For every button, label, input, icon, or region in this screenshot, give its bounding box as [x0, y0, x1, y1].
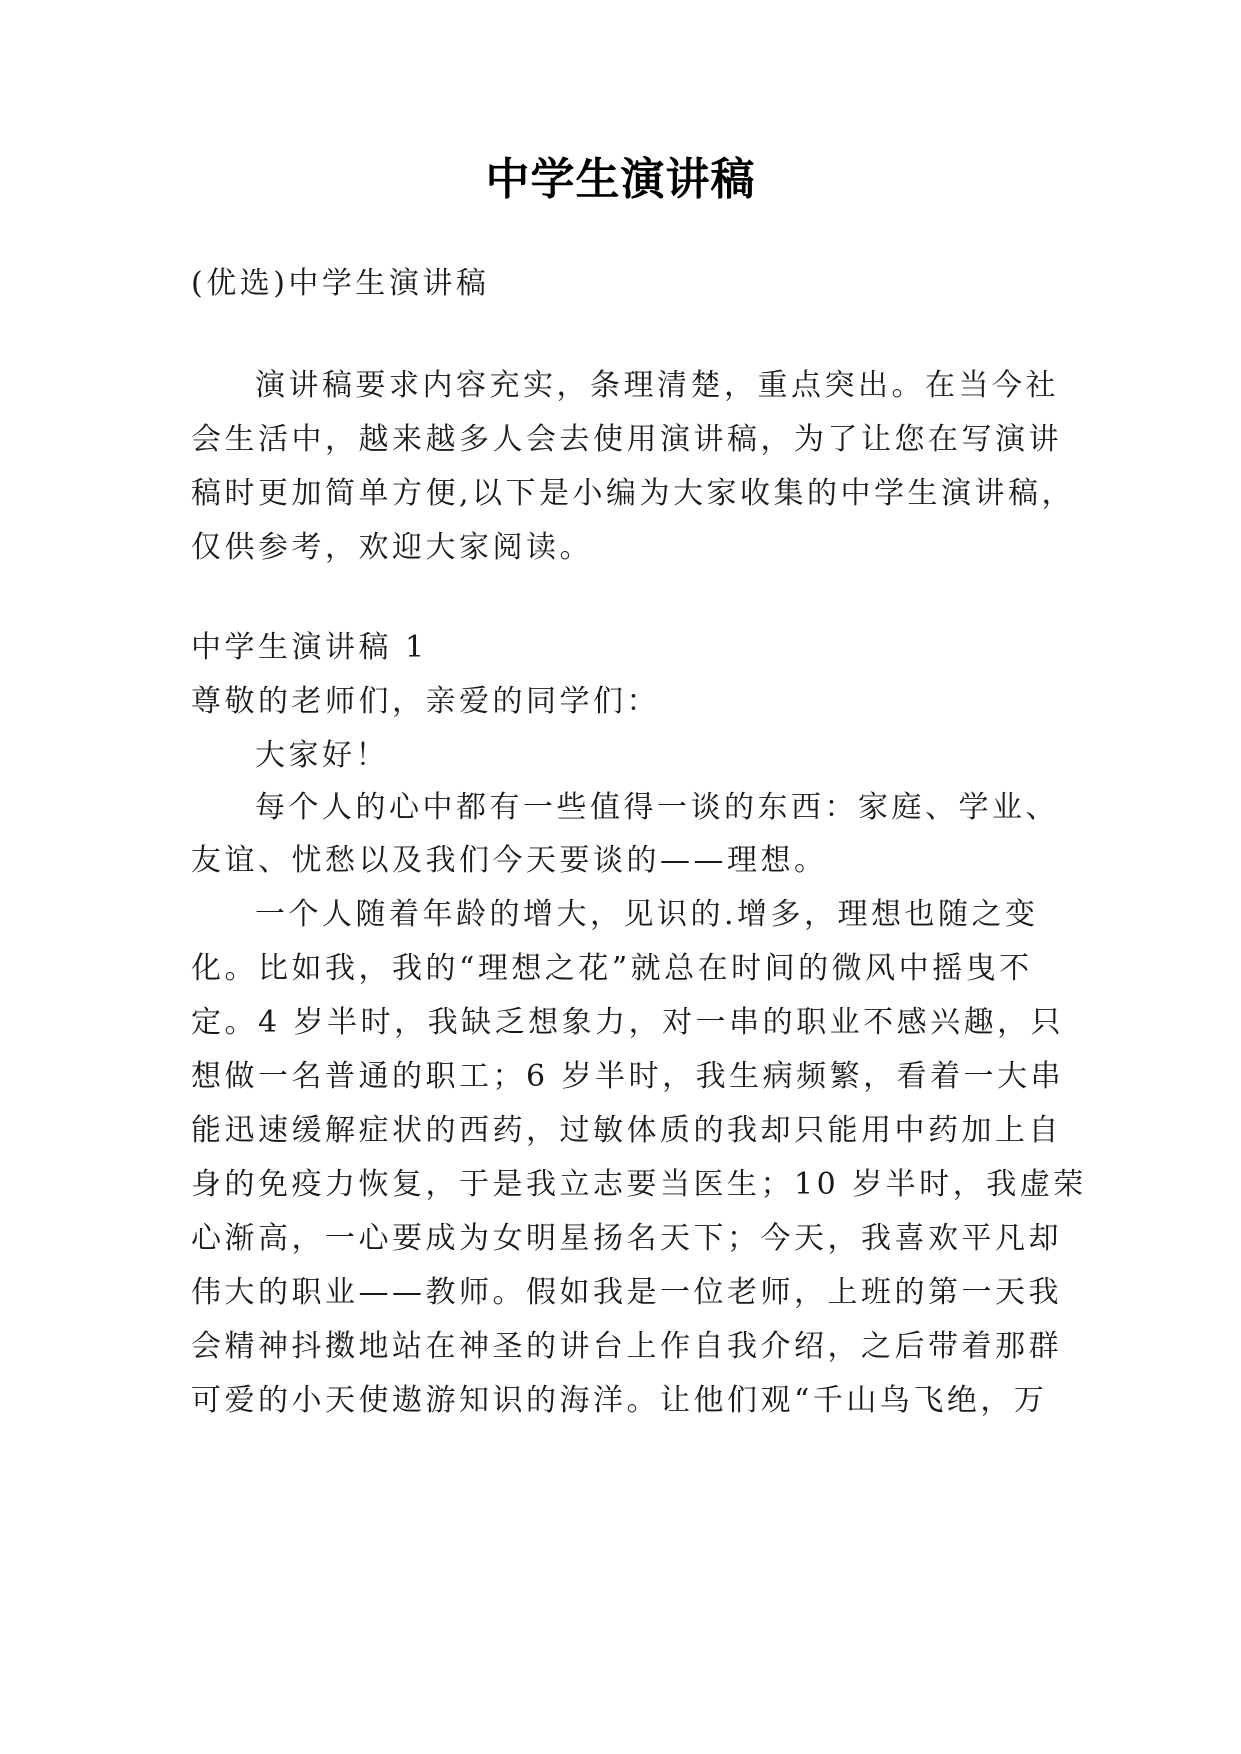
paragraph2-line-4: 想做一名普通的职工；6 岁半时，我生病频繁，看着一大串: [191, 1059, 1065, 1094]
section-heading: 中学生演讲稿 1: [191, 630, 428, 665]
paragraph1-line-1: 每个人的心中都有一些值得一谈的东西：家庭、学业、: [255, 790, 1059, 825]
paragraph2-line-9: 会精神抖擞地站在神圣的讲台上作自我介绍，之后带着那群: [191, 1329, 1062, 1364]
paragraph2-line-8: 伟大的职业——教师。假如我是一位老师，上班的第一天我: [191, 1275, 1062, 1310]
paragraph2-line-1: 一个人随着年龄的增大，见识的.增多，理想也随之变: [255, 897, 1039, 932]
paragraph2-line-10: 可爱的小天使遨游知识的海洋。让他们观“千山鸟飞绝，万: [191, 1383, 1048, 1418]
intro-line-1: 演讲稿要求内容充实，条理清楚，重点突出。在当今社: [255, 368, 1059, 403]
paragraph2-line-2: 化。比如我，我的“理想之花”就总在时间的微风中摇曳不: [191, 951, 1033, 986]
greeting: 大家好！: [255, 738, 389, 773]
paragraph1-line-2: 友谊、忧愁以及我们今天要谈的——理想。: [191, 843, 828, 878]
document-title: 中学生演讲稿: [485, 154, 756, 205]
paragraph2-line-6: 身的免疫力恢复，于是我立志要当医生；10 岁半时，我虚荣: [191, 1167, 1087, 1202]
paragraph2-line-7: 心渐高，一心要成为女明星扬名天下；今天，我喜欢平凡却: [191, 1221, 1062, 1256]
paragraph2-line-5: 能迅速缓解症状的西药，过敏体质的我却只能用中药加上自: [191, 1113, 1062, 1148]
intro-line-2: 会生活中，越来越多人会去使用演讲稿，为了让您在写演讲: [191, 422, 1062, 457]
document-subtitle: (优选)中学生演讲稿: [191, 266, 490, 301]
intro-line-3: 稿时更加简单方便,以下是小编为大家收集的中学生演讲稿，: [191, 476, 1076, 511]
paragraph2-line-3: 定。4 岁半时，我缺乏想象力，对一串的职业不感兴趣，只: [191, 1005, 1065, 1040]
intro-line-4: 仅供参考，欢迎大家阅读。: [191, 530, 593, 565]
salutation: 尊敬的老师们，亲爱的同学们：: [191, 684, 660, 719]
